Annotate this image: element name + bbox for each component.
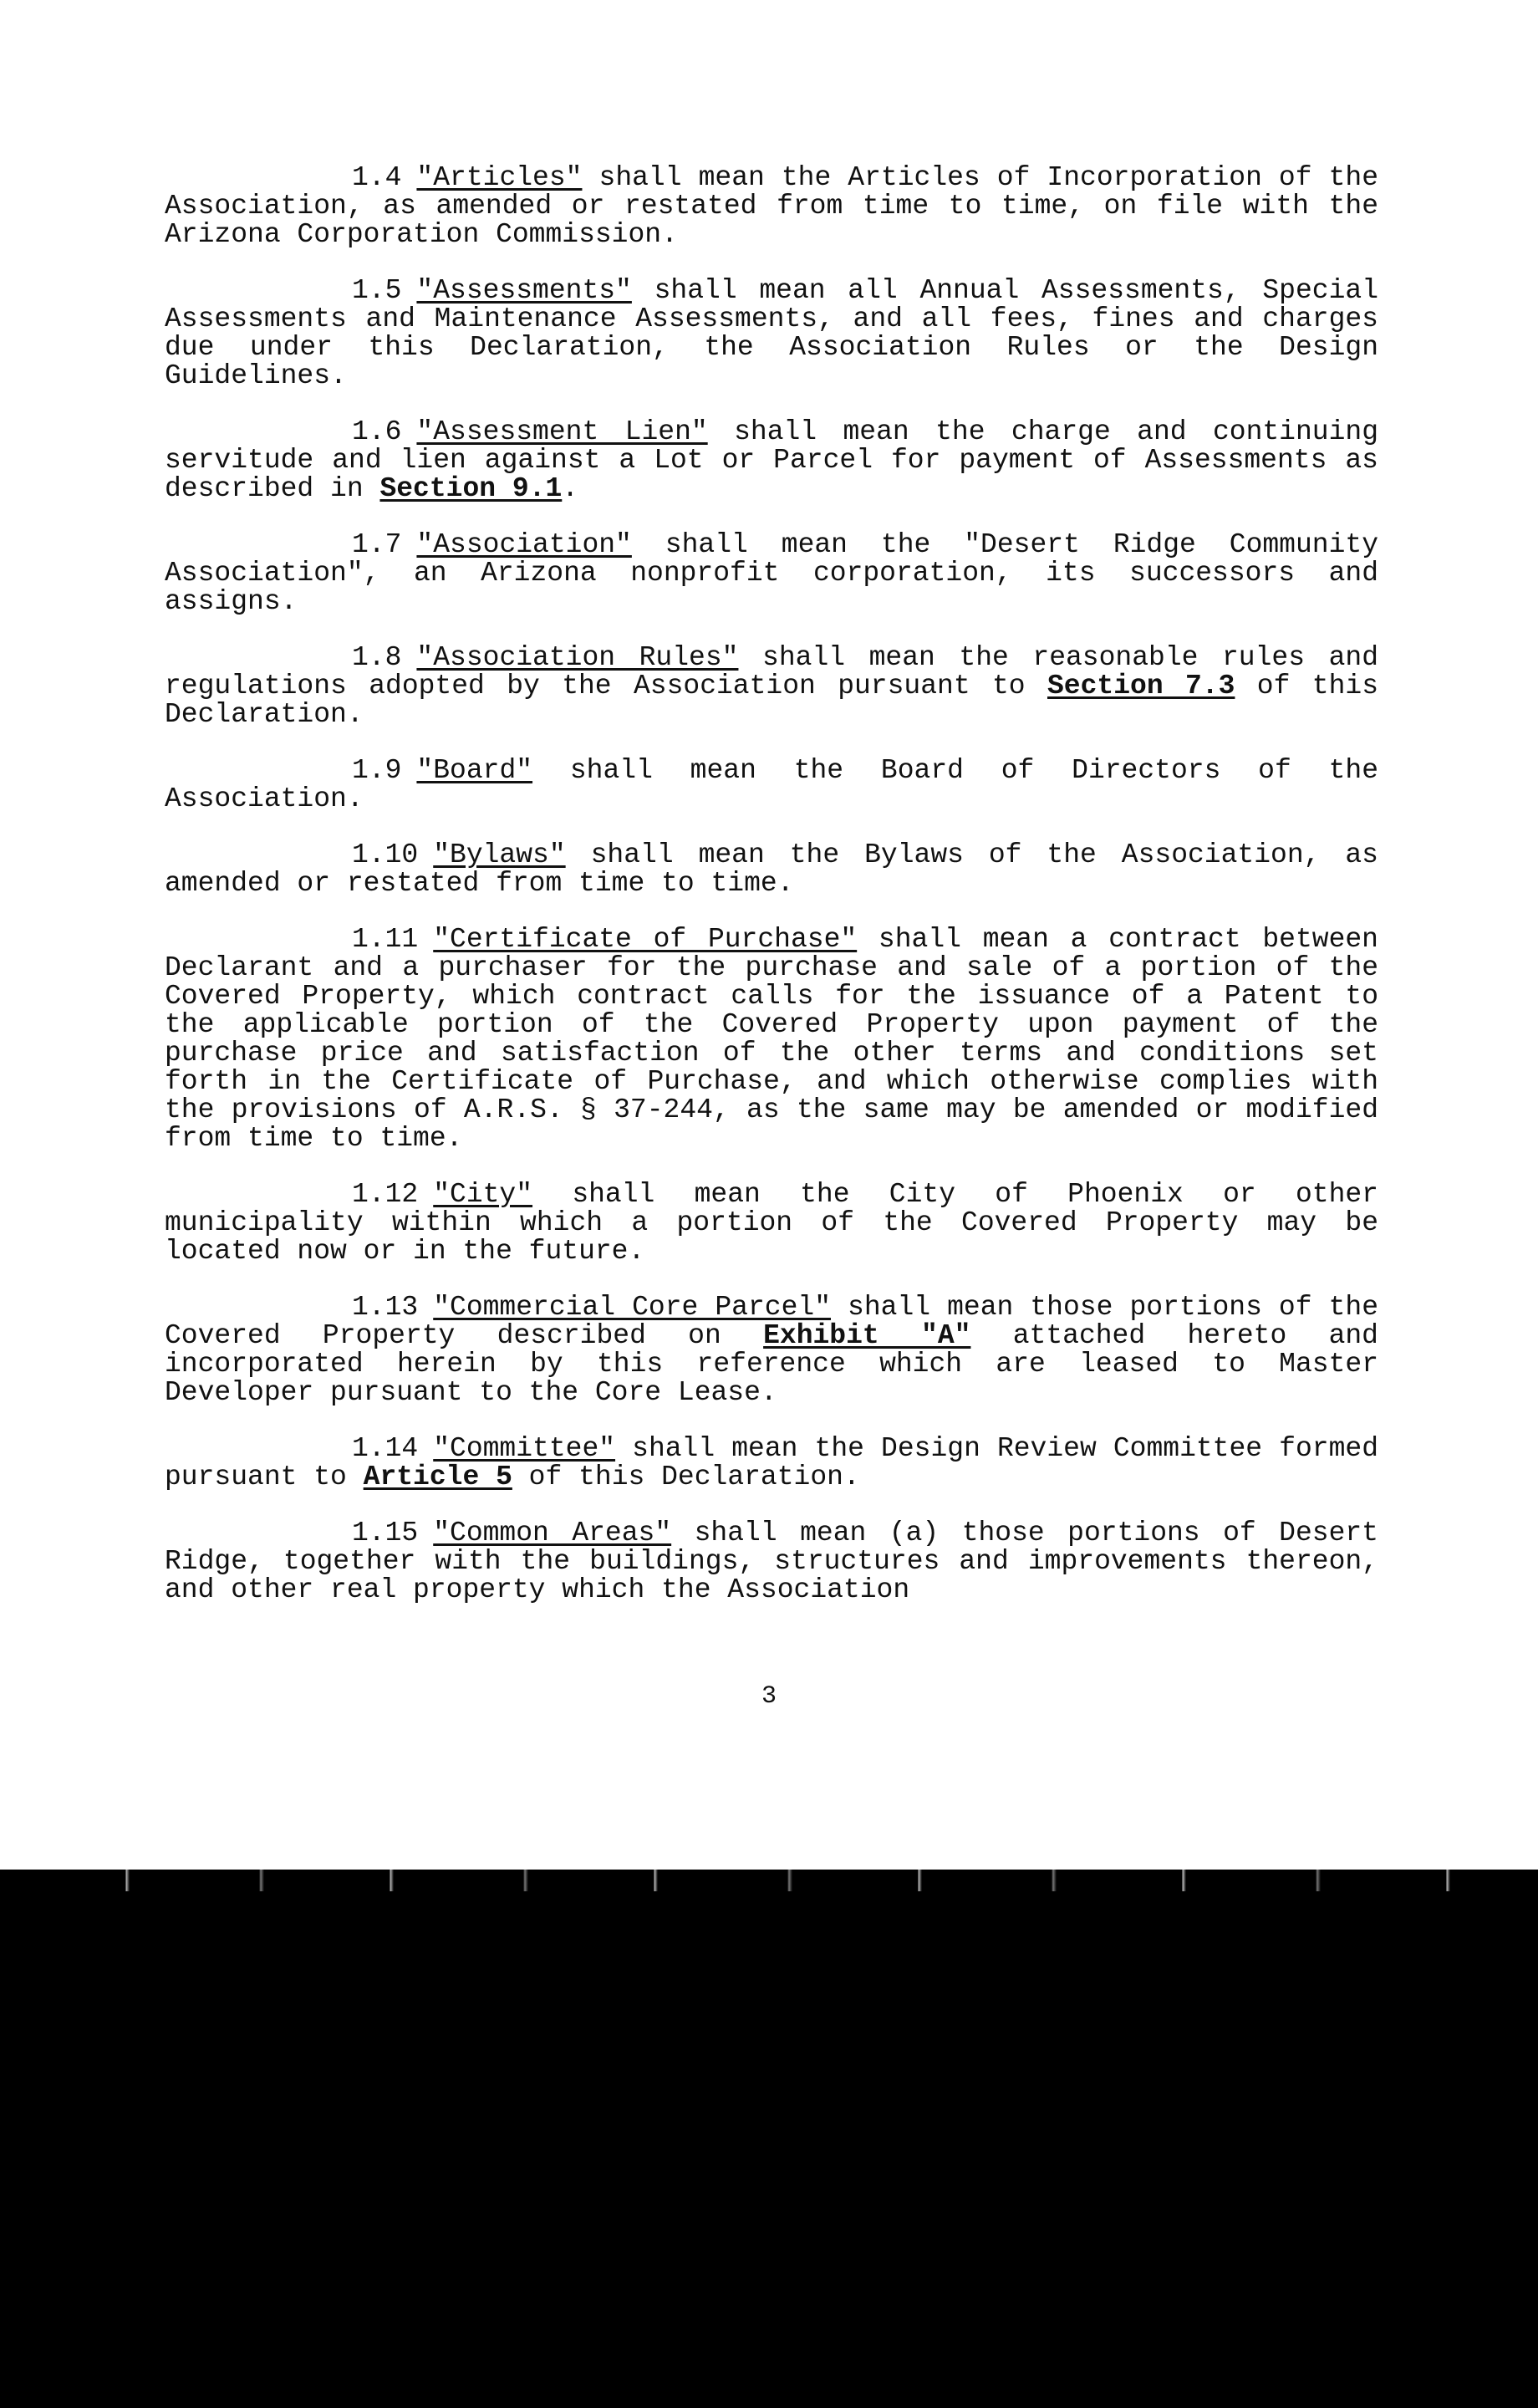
defined-term: "Board" [416,755,533,786]
defined-term: "Assessments" [416,275,632,306]
definition-number: 1.14 [352,1433,419,1464]
page-number: 3 [761,1682,777,1711]
definition-text: shall mean those portions of the Covered Property described on [165,1292,1378,1351]
definition-text: shall mean all Annual Assessments, Special Assessments and Maintenance Assessments, and all fees, fines and charges due under this Declaration, the Association Rules or the Design Guidelines. [165,275,1378,391]
definition-text: shall mean the charge and continuing servitude and lien against a Lot or Parcel for payment of Assessments as described in [165,416,1378,504]
definition-text: of this Declaration. [165,671,1378,730]
definition-text: . [562,473,579,504]
defined-term: "Certificate of Purchase" [433,924,858,955]
definition-paragraph [165,531,1378,616]
definition-paragraph [165,1293,1378,1407]
definition-text: of this Declaration. [512,1462,860,1492]
definition-paragraph [165,757,1378,814]
definition-paragraph [165,1435,1378,1492]
defined-term: "Bylaws" [433,839,566,870]
defined-term: "City" [433,1179,533,1210]
definition-number: 1.10 [352,839,419,870]
definition-text: shall mean (a) those portions of Desert Ridge, together with the buildings, structures and improvements thereon, and other real property which the Association [165,1518,1378,1605]
definition-paragraph [165,644,1378,729]
definition-text: shall mean the City of Phoenix or other municipality within which a portion of the Covered Property may be located now or in the future. [165,1179,1378,1267]
definitions-body [165,164,1378,1632]
definition-text: shall mean the Design Review Committee formed pursuant to [165,1433,1378,1492]
definition-text: shall mean the Articles of Incorporation of the Association, as amended or restated from time to time, on file with the Arizona Corporation Commission. [165,162,1378,250]
definition-number: 1.5 [352,275,402,306]
definition-number: 1.11 [352,924,419,955]
definition-number: 1.4 [352,162,402,193]
definition-paragraph [165,418,1378,503]
scan-edge-noise [0,1870,1538,1891]
definition-paragraph [165,1181,1378,1266]
defined-term: "Common Areas" [433,1518,672,1548]
definition-paragraph [165,277,1378,390]
definition-text: shall mean the "Desert Ridge Community Association", an Arizona nonprofit corporation, its successors and assigns. [165,529,1378,617]
definition-text: shall mean the Board of Directors of the Association. [165,755,1378,814]
cross-reference: Section 7.3 [1047,671,1235,701]
definition-text: attached hereto and incorporated herein by this reference which are leased to Master Developer pursuant to the Core Lease. [165,1320,1378,1408]
defined-term: "Association" [416,529,632,560]
cross-reference: Exhibit "A" [763,1320,971,1351]
definition-number: 1.9 [352,755,402,786]
definition-text: shall mean a contract between Declarant and a purchaser for the purchase and sale of a portion of the Covered Property, which contract calls for the issuance of a Patent to the applicable portion of the Covered Property upon payment of the purchase price and satisfaction of the other terms and conditions set forth in the Certificate of Purchase, and which otherwise complies with the provisions of A.R.S. § 37-244, as the same may be amended or modified from time to time. [165,924,1378,1154]
definition-paragraph [165,841,1378,898]
definition-text: shall mean the reasonable rules and regulations adopted by the Association pursuant to [165,642,1379,701]
definition-paragraph [165,1519,1378,1604]
definition-number: 1.15 [352,1518,419,1548]
defined-term: "Commercial Core Parcel" [433,1292,831,1323]
defined-term: "Committee" [433,1433,616,1464]
definition-text: shall mean the Bylaws of the Association, as amended or restated from time to time. [165,839,1378,899]
definition-number: 1.7 [352,529,402,560]
defined-term: "Assessment Lien" [416,416,708,447]
definition-number: 1.13 [352,1292,419,1323]
definition-paragraph [165,926,1378,1153]
definition-number: 1.12 [352,1179,419,1210]
defined-term: "Articles" [416,162,583,193]
definition-number: 1.8 [352,642,402,673]
cross-reference: Article 5 [363,1462,512,1492]
definition-number: 1.6 [352,416,402,447]
defined-term: "Association Rules" [416,642,739,673]
cross-reference: Section 9.1 [379,473,563,504]
scan-black-margin [0,1870,1538,2408]
definition-paragraph [165,164,1378,249]
